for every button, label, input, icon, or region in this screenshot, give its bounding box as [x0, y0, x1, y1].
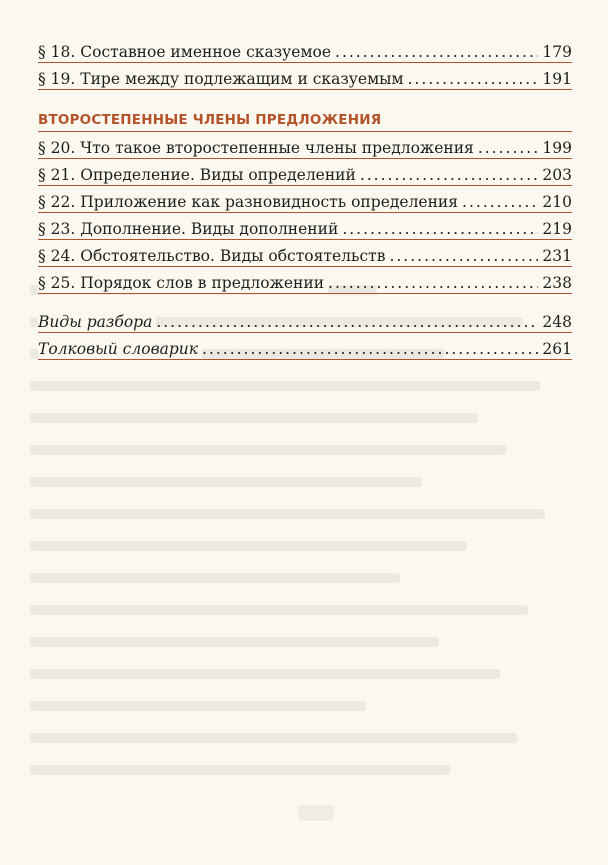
toc-entry-page: 203 — [542, 166, 572, 184]
toc-entry-page: 191 — [542, 70, 572, 88]
toc-entry-page: 238 — [542, 274, 572, 292]
toc-entry-title: § 21. Определение. Виды определений — [38, 165, 360, 185]
toc-entry-page: 248 — [542, 313, 572, 331]
dot-leader — [156, 312, 538, 332]
dot-leader — [202, 339, 538, 359]
toc-entry-title: § 23. Дополнение. Виды дополнений — [38, 219, 342, 239]
toc-entry[interactable] — [38, 213, 572, 240]
toc-entry-title: § 20. Что такое второстепенные члены предложения — [38, 138, 478, 158]
toc-entry-title: § 22. Приложение как разновидность определения — [38, 192, 462, 212]
toc-entry-title: § 25. Порядок слов в предложении — [38, 273, 328, 293]
section-heading: ВТОРОСТЕПЕННЫЕ ЧЛЕНЫ ПРЕДЛОЖЕНИЯ — [38, 104, 572, 132]
toc-entry[interactable] — [38, 240, 572, 267]
toc-entry[interactable] — [38, 63, 572, 90]
dot-leader — [462, 192, 538, 212]
table-of-contents — [38, 36, 572, 360]
toc-entry[interactable] — [38, 159, 572, 186]
dot-leader — [360, 165, 539, 185]
dot-leader — [408, 69, 539, 89]
toc-entry-title: § 18. Составное именное сказуемое — [38, 42, 335, 62]
toc-entry-page: 231 — [542, 247, 572, 265]
toc-entry[interactable] — [38, 333, 572, 360]
dot-leader — [389, 246, 538, 266]
bleed-through-text — [30, 285, 590, 825]
toc-entry[interactable] — [38, 267, 572, 294]
toc-entry-page: 210 — [542, 193, 572, 211]
toc-entry-title: § 24. Обстоятельство. Виды обстоятельств — [38, 246, 389, 266]
toc-entry-page: 219 — [542, 220, 572, 238]
toc-entry-title: Толковый словарик — [38, 339, 202, 359]
dot-leader — [342, 219, 538, 239]
toc-entry[interactable] — [38, 306, 572, 333]
toc-entry-title: § 19. Тире между подлежащим и сказуемым — [38, 69, 408, 89]
toc-entry-page: 261 — [542, 340, 572, 358]
toc-entry-page: 199 — [542, 139, 572, 157]
dot-leader — [328, 273, 538, 293]
toc-entry[interactable] — [38, 186, 572, 213]
toc-entry[interactable] — [38, 132, 572, 159]
toc-entry-title: Виды разбора — [38, 312, 156, 332]
toc-entry[interactable] — [38, 36, 572, 63]
dot-leader — [335, 42, 538, 62]
spacer — [38, 294, 572, 306]
dot-leader — [478, 138, 539, 158]
toc-entry-page: 179 — [542, 43, 572, 61]
